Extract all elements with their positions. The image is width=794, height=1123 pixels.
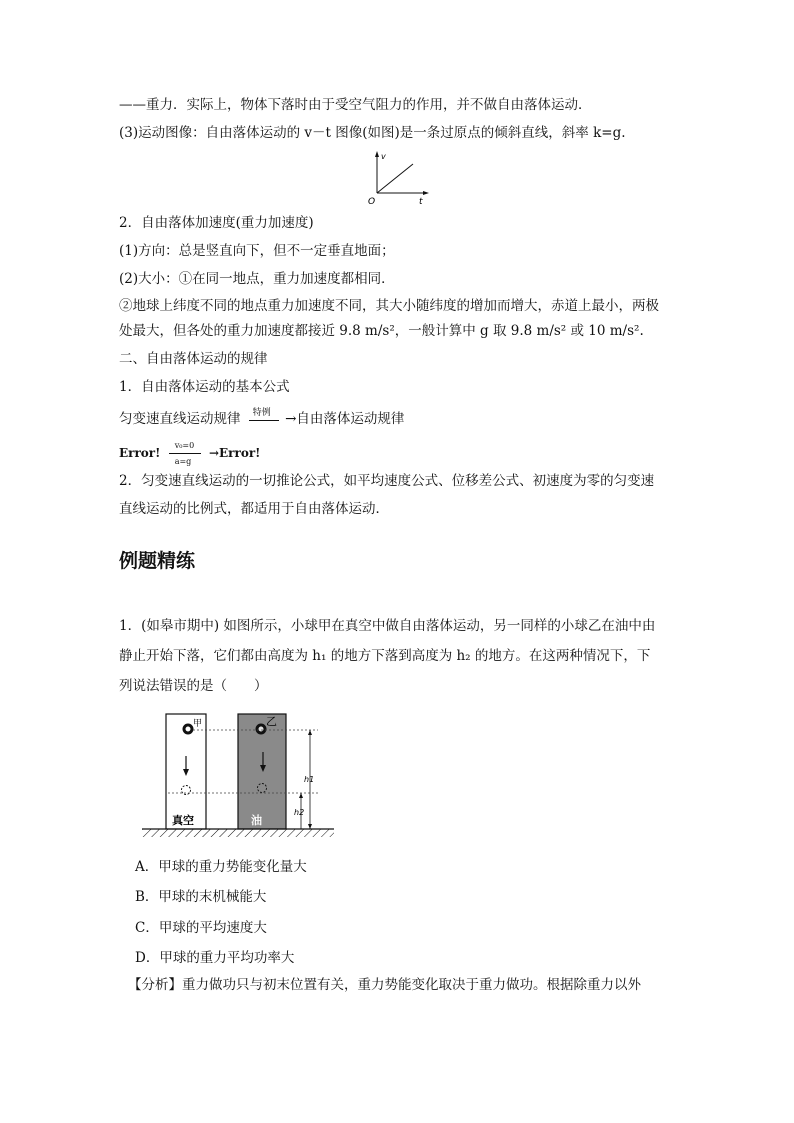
fraction-top: v₀=0 (174, 440, 195, 450)
error-text: →Error! (208, 446, 261, 460)
option-a: A．甲球的重力势能变化量大 (135, 859, 307, 875)
question-line: 1．(如皋市期中) 如图所示，小球甲在真空中做自由落体运动，另一同样的小球乙在油中由 (119, 618, 656, 634)
arrow-label: 特例 (252, 407, 271, 418)
vt-y-label: v (381, 152, 386, 161)
vacuum-label: 真空 (172, 814, 194, 827)
vt-graph (365, 148, 435, 208)
h1-label: h1 (304, 775, 315, 784)
text-line: ②地球上纬度不同的地点重力加速度不同，其大小随纬度的增加而增大，赤道上最小，两极 (119, 298, 659, 314)
condition-fraction (165, 440, 205, 466)
text-line: 直线运动的比例式，都适用于自由落体运动． (119, 501, 389, 517)
vt-x-label: t (419, 197, 423, 207)
experiment-figure (138, 706, 338, 841)
text-line: 2．匀变速直线运动的一切推论公式，如平均速度公式、位移差公式、初速度为零的匀变速 (119, 473, 655, 489)
ball-a-start (184, 725, 192, 733)
text-line: 二、自由落体运动的规律 (119, 351, 268, 367)
text-span: →自由落体运动规律 (285, 411, 405, 427)
question-line: 列说法错误的是（ ） (119, 678, 268, 694)
text-line: (2)大小：①在同一地点，重力加速度都相同． (119, 271, 395, 287)
text-line: (1)方向：总是竖直向下，但不一定垂直地面； (119, 243, 395, 259)
arrow-label-group (245, 407, 281, 429)
text-span: 匀变速直线运动规律 (119, 411, 241, 427)
ball-b-start (257, 725, 265, 733)
text-line: 1．自由落体运动的基本公式 (119, 379, 290, 395)
option-c: C．甲球的平均速度大 (135, 920, 267, 936)
formula-line (119, 440, 261, 466)
text-line: ——重力．实际上，物体下落时由于受空气阻力的作用，并不做自由落体运动． (119, 97, 592, 113)
h2-label: h2 (294, 808, 305, 817)
text-line: 处最大，但各处的重力加速度都接近 9.8 m/s²，一般计算中 g 取 9.8 m/s² 或 10 m/s². (119, 323, 644, 339)
section-heading: 例题精练 (119, 550, 196, 572)
error-text: Error! (119, 446, 161, 460)
oil-label: 油 (251, 814, 262, 827)
analysis-line: 【分析】重力做功只与初末位置有关，重力势能变化取决于重力做功。根据除重力以外 (128, 977, 641, 993)
ball-a-label: 甲 (193, 719, 203, 729)
fraction-bottom: a=g (174, 456, 192, 466)
question-line: 静止开始下落，它们都由高度为 h₁ 的地方下落到高度为 h₂ 的地方。在这两种情况下，下 (119, 648, 651, 664)
ball-b-label: 乙 (266, 715, 277, 728)
text-line: (3)运动图像：自由落体运动的 v－t 图像(如图)是一条过原点的倾斜直线，斜率 k=g. (119, 125, 626, 141)
text-line: 2．自由落体加速度(重力加速度) (119, 215, 314, 231)
vt-origin: O (368, 197, 376, 207)
option-d: D．甲球的重力平均功率大 (135, 950, 295, 966)
arrow-line (249, 420, 279, 421)
formula-line (119, 407, 405, 429)
option-b: B．甲球的末机械能大 (135, 889, 267, 905)
